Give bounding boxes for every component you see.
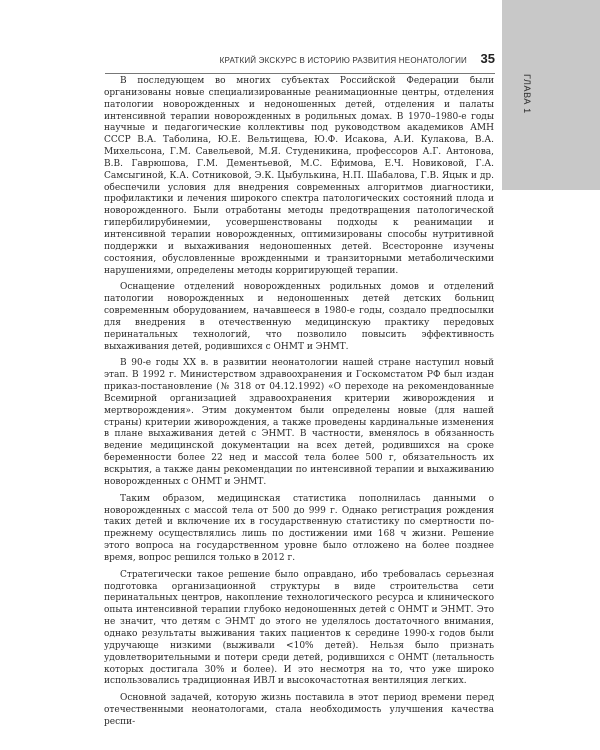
chapter-label: ГЛАВА 1 xyxy=(522,74,532,114)
chapter-side-tab xyxy=(502,0,600,190)
running-header xyxy=(105,51,495,74)
body-text xyxy=(104,76,494,736)
paragraph-1: В последующем во многих субъектах Российской Федерации были организованы новые специализированные реанимационные центры, отделения патологии новорожденных и недоношенных детей, отделения и палаты интенсивной терапии новорожденных в родильных домах. В 1970–1980-е годы научные и педагогические коллективы под руководством академиков АМН СССР В.А. Таболина, Ю.Е. Вельтищева, Ю.Ф. Исакова, А.И. Кулакова, В.А. Михельсона, Г.М. Савельевой, М.Я. Студеникина, профессоров А.Г. Антонова, В.В. Гаврюшова, Г.М. Дементьевой, М.С. Ефимова, Е.Ч. Новиковой, Г.А. Самсыгиной, К.А. Сотниковой, Э.К. Цыбулькина, Н.П. Шабалова, Г.В. Яцык и др. обеспечили условия для внедрения современных алгоритмов диагностики, профилактики и лечения широкого спектра патологических состояний плода и новорожденного. Были отработаны методы предотвращения патологической гипербилирубинемии, усовершенствованы подходы к реанимации и интенсивной терапии новорожденных, оптимизированы способы нутритивной поддержки и выхаживания недоношенных детей. Всесторонне изучены состояния, обусловленные врожденными и транзиторными метаболическими нарушениями, определены методы корригирующей терапии. xyxy=(104,76,494,276)
paragraph-2: Оснащение отделений новорожденных родильных домов и отделений патологии новорожденных и недоношенных детей детских больниц современным оборудованием, начавшееся в 1980-е годы, создало предпосылки для внедрения в отечественную медицинскую практику передовых перинатальных технологий, что позволило повысить эффективность выхаживания детей, родившихся с ОНМТ и ЭНМТ. xyxy=(104,282,494,352)
page-number: 35 xyxy=(480,51,495,66)
paragraph-6: Основной задачей, которую жизнь поставила в этот период времени перед отечественными неонатологами, стала необходимость улучшения качества респи- xyxy=(104,693,494,727)
paragraph-5: Стратегически такое решение было оправдано, ибо требовалась серьезная подготовка организационной структуры в виде строительства сети перинатальных центров, накопление технологического ресурса и клинического опыта интенсивной терапии глубоко недоношенных детей с ОНМТ и ЭНМТ. Это не значит, что детям с ЭНМТ до этого не уделялось достаточного внимания, однако результаты выживания таких пациентов к середине 1990-х годов были удручающе низкими (выживали <10% детей). Нельзя было признать удовлетворительными и потери среди детей, родившихся с ОНМТ (летальность которых достигала 30% и более). И это несмотря на то, что уже широко использовались традиционная ИВЛ и высокочастотная вентиляция легких. xyxy=(104,569,494,687)
paragraph-3: В 90-е годы XX в. в развитии неонатологии нашей стране наступил новый этап. В 1992 г. Министерством здравоохранения и Госкомстатом РФ был издан приказ-постановление (№ 318 от 04.12.1992) «О переходе на рекомендованные Всемирной организацией здравоохранения критерии живорождения и мертворождения». Этим документом были определены новые (для нашей страны) критерии живорождения, а также проведены кардинальные изменения в плане выхаживания детей с ЭНМТ. В частности, вменялось в обязанность ведение медицинской документации на всех детей, родившихся на сроке беременности более 22 нед и массой тела более 500 г, обязательность их вскрытия, а также даны рекомендации по интенсивной терапии и выхаживанию новорожденных с ОНМТ и ЭНМТ. xyxy=(104,358,494,487)
paragraph-4: Таким образом, медицинская статистика пополнилась данными о новорожденных с массой тела от 500 до 999 г. Однако регистрация рождения таких детей и включение их в государственную статистику по смертности по-прежнему осуществлялись лишь по достижении ими 168 ч жизни. Решение этого вопроса на государственном уровне было отложено на более позднее время, вопрос решился только в 2012 г. xyxy=(104,493,494,563)
running-title: КРАТКИЙ ЭКСКУРС В ИСТОРИЮ РАЗВИТИЯ НЕОНАТОЛОГИИ xyxy=(219,56,467,65)
